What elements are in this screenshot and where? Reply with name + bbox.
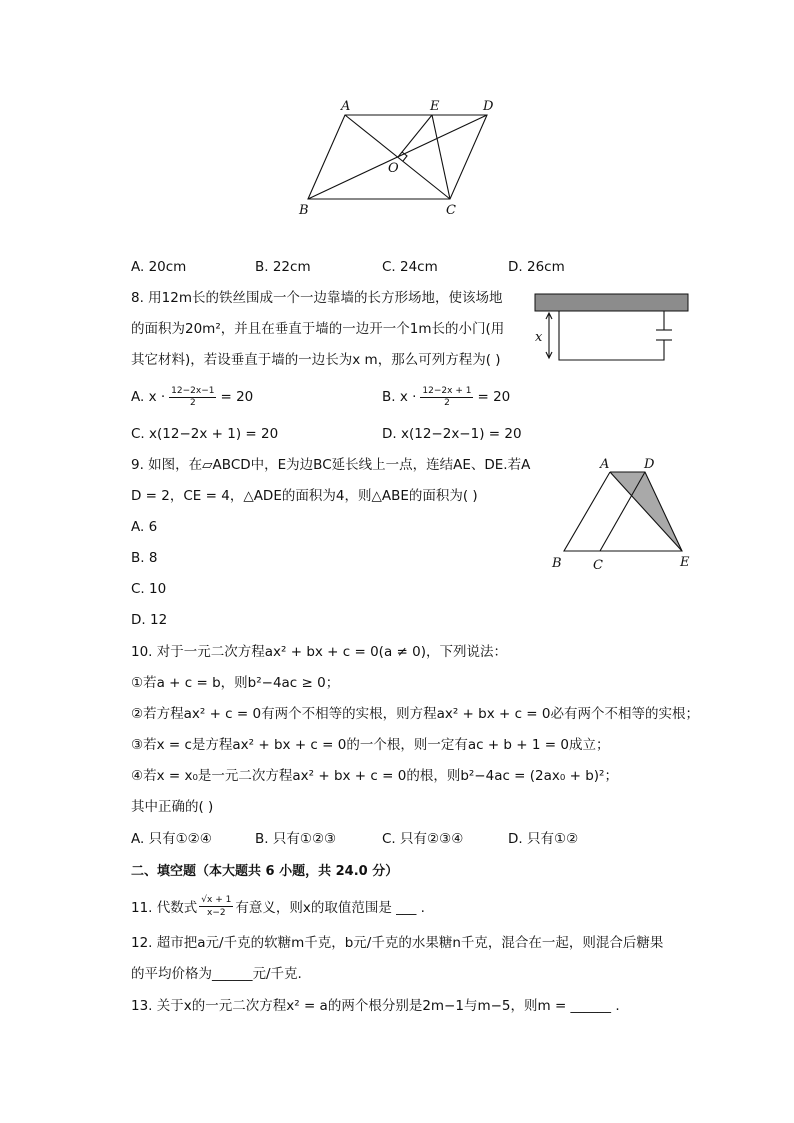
fence-outline — [559, 311, 664, 360]
q10-statement-4: ④若x = x₀是一元二次方程ax² + bx + c = 0的根，则b²−4ac = (2ax₀ + b)²； — [131, 768, 618, 784]
q10-option-c: C. 只有②③④ — [382, 831, 464, 847]
label-c9: C — [593, 558, 603, 573]
q11-fraction — [199, 894, 233, 919]
q8-option-b-den: 2 — [444, 397, 450, 408]
q10-option-d: D. 只有①② — [508, 831, 579, 847]
q8-option-b — [382, 383, 510, 411]
q7-option-a: A. 20cm — [131, 259, 187, 275]
label-c: C — [446, 203, 456, 218]
label-a9: A — [600, 457, 610, 472]
diagonal-bd — [308, 115, 487, 199]
q11-num: √x + 1 — [201, 894, 232, 905]
label-x: x — [535, 330, 543, 345]
label-o: O — [388, 161, 399, 176]
q7-option-b: B. 22cm — [255, 259, 311, 275]
q9-option-a: A. 6 — [131, 519, 158, 535]
q8-line-1: 8. 用12m长的铁丝围成一个一边靠墙的长方形场地，使该场地 — [131, 290, 503, 306]
q8-option-b-pre: B. x · — [382, 389, 417, 405]
q10-statement-3: ③若x = c是方程ax² + bx + c = 0的一个根，则一定有ac + b + 1 = 0成立； — [131, 737, 610, 753]
q8-line-2: 的面积为20m²，并且在垂直于墙的一边开一个1m长的小门(用 — [131, 321, 505, 337]
label-e: E — [430, 99, 440, 114]
q9-option-c: C. 10 — [131, 581, 167, 597]
q9-option-d: D. 12 — [131, 612, 168, 628]
q13-line-1: 13. 关于x的一元二次方程x² = a的两个根分别是2m−1与m−5，则m = ______ . — [131, 998, 620, 1014]
q9-line-1: 9. 如图，在▱ABCD中，E为边BC延长线上一点，连结AE、DE.若A — [131, 457, 531, 473]
q8-option-c: C. x(12−2x + 1) = 20 — [131, 426, 279, 442]
section-2-heading: 二、填空题（本大题共 6 小题，共 24.0 分） — [131, 864, 399, 879]
q11-post: 有意义，则x的取值范围是 ___ . — [235, 900, 425, 916]
label-e9: E — [680, 555, 690, 570]
q10-ask: 其中正确的( ) — [131, 799, 214, 815]
q8-option-b-post: = 20 — [477, 389, 511, 405]
label-d9: D — [644, 457, 655, 472]
q8-option-b-fraction — [420, 386, 473, 409]
label-b: B — [299, 203, 309, 218]
label-b9: B — [552, 556, 562, 571]
q10-statement-1: ①若a + c = b，则b²−4ac ≥ 0； — [131, 675, 340, 691]
q10-option-a: A. 只有①②④ — [131, 831, 212, 847]
label-a: A — [341, 99, 351, 114]
q8-option-d: D. x(12−2x−1) = 20 — [382, 426, 522, 442]
q8-line-3: 其它材料)，若设垂直于墙的一边长为x m，那么可列方程为( ) — [131, 352, 501, 368]
q11-pre: 11. 代数式 — [131, 900, 198, 916]
q9-line-2: D = 2，CE = 4，△ADE的面积为4，则△ABE的面积为( ) — [131, 488, 478, 504]
q10-option-b: B. 只有①②③ — [255, 831, 337, 847]
q8-option-a-post: = 20 — [220, 389, 254, 405]
q8-option-a-fraction — [169, 386, 216, 409]
segment-oe — [398, 115, 432, 157]
q11 — [131, 890, 425, 922]
q8-option-b-num: 12−2x + 1 — [422, 385, 472, 396]
q9-option-b: B. 8 — [131, 550, 158, 566]
q10-line-1: 10. 对于一元二次方程ax² + bx + c = 0(a ≠ 0)，下列说法： — [131, 644, 507, 660]
q12-line-1: 12. 超市把a元/千克的软糖m千克，b元/千克的水果糖n千克，混合在一起，则混合后糖果 — [131, 935, 664, 951]
q10-statement-2: ②若方程ax² + c = 0有两个不相等的实根，则方程ax² + bx + c = 0必有两个不相等的实根； — [131, 706, 700, 722]
label-d: D — [483, 99, 494, 114]
q8-option-a — [131, 383, 253, 411]
q7-option-d: D. 26cm — [508, 259, 565, 275]
q8-option-a-pre: A. x · — [131, 389, 166, 405]
q12-line-2: 的平均价格为______元/千克. — [131, 966, 302, 982]
q8-option-a-den: 2 — [189, 397, 196, 408]
q11-den: x−2 — [207, 907, 226, 918]
q8-option-a-num: 12−2x−1 — [171, 385, 215, 396]
q7-option-c: C. 24cm — [382, 259, 438, 275]
wall-bar — [535, 294, 688, 311]
